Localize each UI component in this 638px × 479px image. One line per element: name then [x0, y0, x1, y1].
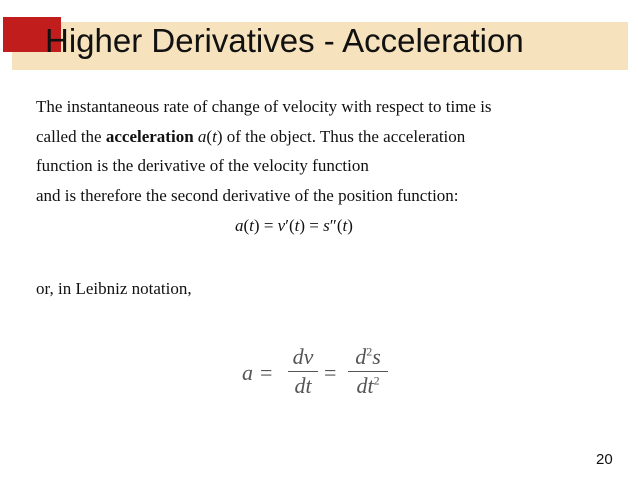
fraction-2-num-exp: 2	[366, 344, 373, 359]
fraction-2-den-dt: dt	[356, 373, 374, 398]
fraction-2-den-exp: 2	[373, 373, 380, 388]
eq1-equals-1: =	[259, 216, 278, 235]
eq1-t3: t	[342, 216, 348, 235]
fraction-1-numerator: dv	[292, 344, 314, 369]
eq1-equals-2: =	[305, 216, 324, 235]
fraction-2-numerator	[348, 345, 388, 369]
leibniz-lhs: a	[242, 360, 253, 385]
line2-prefix: called the	[36, 127, 106, 146]
leibniz-intro: or, in Leibniz notation,	[36, 279, 192, 298]
eq1-prime-1: ′	[285, 216, 289, 235]
slide-title: Higher Derivatives - Acceleration	[45, 22, 524, 59]
fraction-2-bar	[348, 371, 388, 372]
fraction-2-num-d: d	[355, 344, 367, 369]
line2-func: a	[197, 127, 207, 146]
paragraph-line-1: The instantaneous rate of change of velocity with respect to time is	[36, 97, 492, 116]
line2-suffix: of the object. Thus the acceleration	[222, 127, 466, 146]
eq1-s: s	[323, 216, 330, 235]
eq1-prime-2: ″	[329, 216, 337, 235]
acceleration-term: acceleration	[105, 127, 194, 146]
paragraph-line-3: function is the derivative of the velocity function	[36, 156, 369, 175]
eq1-a: a	[235, 216, 244, 235]
eq1-t1: t	[249, 216, 254, 235]
leibniz-equals-2: =	[324, 360, 337, 385]
eq1-t2: t	[294, 216, 300, 235]
fraction-2-denominator	[348, 374, 388, 398]
line2-paren-open: (	[206, 127, 213, 146]
fraction-1-denominator: dt	[294, 373, 312, 398]
fraction-2-num-s: s	[372, 344, 381, 369]
paragraph-line-2	[36, 127, 465, 147]
eq1-v: v	[277, 216, 286, 235]
line2-var: t	[212, 127, 217, 146]
page-number: 20	[596, 451, 613, 468]
line2-paren-close: )	[216, 127, 223, 146]
fraction-d2s-dt2	[348, 345, 388, 398]
equation-acceleration: a(t) = v′(t) = s″(t)	[235, 216, 353, 235]
fraction-1-bar	[288, 371, 318, 372]
leibniz-equals-1: =	[260, 360, 273, 385]
paragraph-line-4: and is therefore the second derivative of the position function:	[36, 186, 459, 205]
fraction-dv-dt	[288, 345, 318, 398]
